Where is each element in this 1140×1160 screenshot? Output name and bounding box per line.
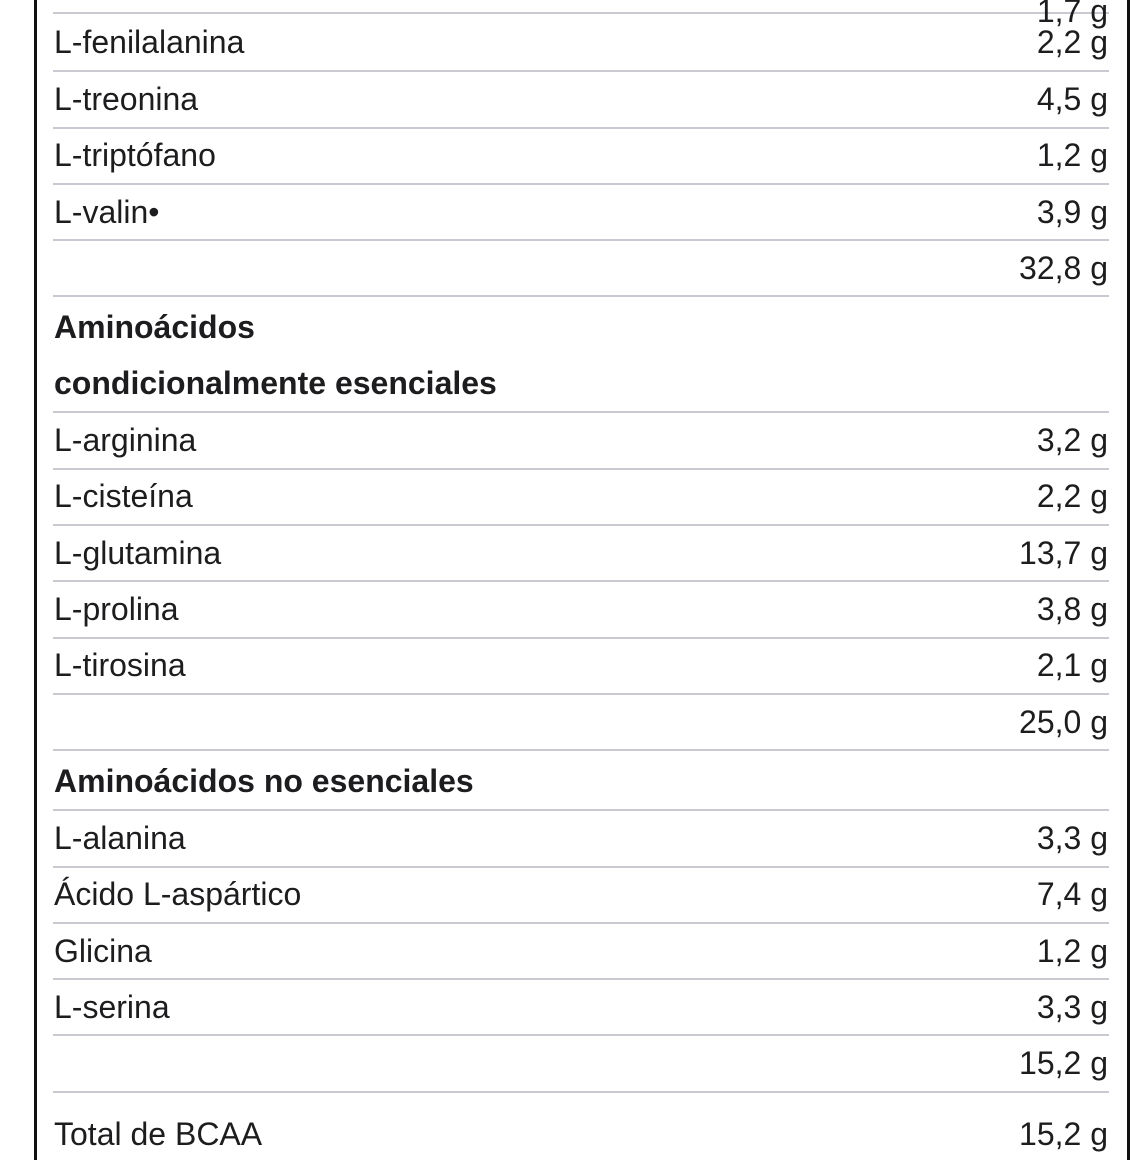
- row-value: 1,7 g: [1036, 0, 1108, 29]
- row-value: 1,2 g: [1036, 932, 1108, 969]
- section-heading-line: Aminoácidos no esenciales: [54, 763, 474, 800]
- table-row: [53, 978, 1109, 1034]
- row-label: L-glutamina: [54, 534, 222, 571]
- table-row: [53, 866, 1109, 922]
- row-label: L-tirosina: [54, 647, 186, 684]
- row-label: L-fenilalanina: [54, 23, 245, 60]
- row-label: L-cisteína: [54, 478, 193, 515]
- subtotal-value: 15,2 g: [1019, 1045, 1108, 1082]
- row-value: 3,3 g: [1036, 819, 1108, 856]
- row-label: L-arginina: [54, 422, 197, 459]
- table-row: [53, 580, 1109, 636]
- row-label: Glicina: [54, 932, 152, 969]
- table-row: [53, 468, 1109, 524]
- bcaa-total-row: [53, 1091, 1109, 1152]
- table-row: [53, 183, 1109, 239]
- row-value: 4,5 g: [1036, 80, 1108, 117]
- table-row: [53, 0, 1109, 29]
- subtotal-row: [53, 1034, 1109, 1090]
- table-row: [53, 637, 1109, 693]
- row-value: 15,2 g: [1019, 1115, 1108, 1152]
- table-row: [53, 70, 1109, 126]
- section-heading-line: Aminoácidos: [54, 309, 255, 346]
- amino-acid-table: [53, 0, 1109, 1152]
- table-row: [53, 809, 1109, 865]
- table-row: [53, 14, 1109, 70]
- row-value: 3,9 g: [1036, 193, 1108, 230]
- section-heading-nonessential: [53, 749, 1109, 809]
- row-label: Ácido L-aspártico: [54, 876, 302, 913]
- subtotal-value: 25,0 g: [1019, 703, 1108, 740]
- row-label: L-prolina: [54, 591, 179, 628]
- section-heading-conditional: [53, 295, 1109, 411]
- row-label: L-treonina: [54, 80, 199, 117]
- row-value: 3,2 g: [1036, 422, 1108, 459]
- subtotal-row: [53, 239, 1109, 295]
- row-value: 2,2 g: [1036, 23, 1108, 60]
- row-value: 13,7 g: [1019, 534, 1108, 571]
- subtotal-value: 32,8 g: [1019, 249, 1108, 286]
- table-row: [53, 524, 1109, 580]
- row-label: Total de BCAA: [54, 1115, 263, 1152]
- subtotal-row: [53, 693, 1109, 749]
- table-row: [53, 411, 1109, 467]
- row-label: L-valin•: [54, 193, 160, 230]
- section-heading-line: condicionalmente esenciales: [54, 365, 497, 402]
- row-label: L-serina: [54, 988, 170, 1025]
- row-value: 3,8 g: [1036, 591, 1108, 628]
- row-value: 3,3 g: [1036, 988, 1108, 1025]
- table-row: [53, 127, 1109, 183]
- row-value: 2,1 g: [1036, 647, 1108, 684]
- row-label: L-triptófano: [54, 137, 216, 174]
- row-value: 1,2 g: [1036, 137, 1108, 174]
- row-label: L-alanina: [54, 819, 186, 856]
- row-value: 2,2 g: [1036, 478, 1108, 515]
- table-row: [53, 922, 1109, 978]
- row-value: 7,4 g: [1036, 876, 1108, 913]
